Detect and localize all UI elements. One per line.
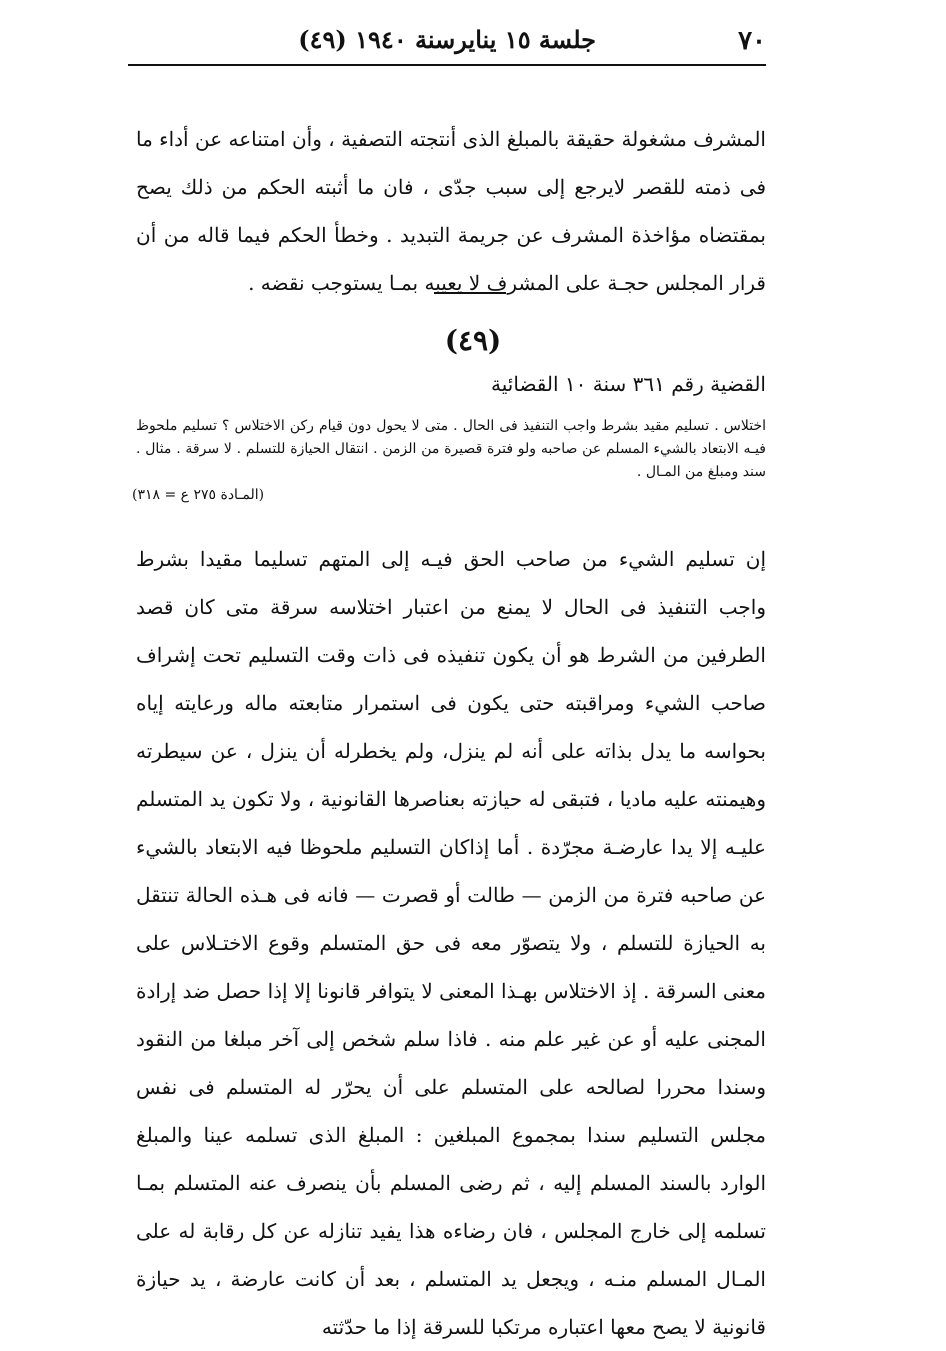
page-number: ٧٠ — [738, 26, 766, 56]
case-number: (٤٩) — [444, 324, 502, 357]
running-head: جلسة ١٥ ينايرسنة ١٩٤٠ (٤٩) — [298, 25, 596, 54]
page-header — [128, 22, 766, 66]
case-citation: (المـادة ٢٧٥ ع = ٣١٨) — [132, 487, 265, 503]
continued-paragraph: المشرف مشغولة حقيقة بالمبلغ الذى أنتجته التصفية ، وأن امتناعه عن أداء ما فى ذمته للقصر لايرجع إلى سبب جدّى ، فان ما أثبته الحكم من ذلك يصح بمقتضاه مؤاخذة المشرف عن جريمة التبديد . وخطأ الحكم فيما قاله من أن قرار المجلس حجـة على المشرف لا يعيبه بمـا يستوجب نقضه . — [136, 127, 766, 295]
case-summary: اختلاس . تسليم مقيد بشرط واجب التنفيذ فى الحال . متى لا يحول دون قيام ركن الاختلاس ؟ تسليم ملحوظ فيـه الابتعاد بالشيء المسلم عن صاحبه ولو فترة قصيرة من الزمن . انتقال الحيازة للتسلم . لا سرقة . مثال . سند ومبلغ من المـال . — [136, 418, 766, 480]
case-reference: القضية رقم ٣٦١ سنة ١٠ القضائية — [491, 372, 766, 396]
section-divider — [434, 292, 506, 294]
main-paragraph: إن تسليم الشيء من صاحب الحق فيـه إلى المتهم تسليما مقيدا بشرط واجب التنفيذ فى الحال لا يمنع من اعتبار اختلاسه سرقة متى كان قصد الطرفين من الشرط هو أن يكون تنفيذه فى ذات وقت التسليم تحت إشراف صاحب الشيء ومراقبته حتى يكون فى استمرار متابعته ماله ورعايته إياه بحواسه ما يدل بذاته على أنه لم ينزل، ولم يخطرله أن ينزل ، عن سيطرته وهيمنته عليه ماديا ، فتبقى له حيازته بعناصرها القانونية ، ولا تكون يد المتسلم عليـه إلا يدا عارضـة مجرّدة . أما إذاكان التسليم ملحوظا فيه الابتعاد بالشيء عن صاحبه فترة من الزمن — طالت أو قصرت — فانه فى هـذه الحالة تنتقل به الحيازة للتسلم ، ولا يتصوّر معه فى حق المتسلم وقوع الاختـلاس على معنى السرقة . إذ الاختلاس بهـذا المعنى لا يتوافر قانونا إلا إذا حصل ضد إرادة المجنى عليه أو عن غير علم منه . فاذا سلم شخص إلى آخر مبلغا من النقود وسندا محررا لصالحه على المتسلم على أن يحرّر له المتسلم فى نفس مجلس التسليم سندا بمجموع المبلغين : المبلغ الذى تسلمه عينا والمبلغ الوارد بالسند المسلم إليه ، ثم رضى المسلم بأن ينصرف عنه المتسلم بمـا تسلمه إلى خارج المجلس ، فان رضاءه هذا يفيد تنازله عن كل رقابة له على المـال المسلم منـه ، ويجعل يد المتسلم ، بعد أن كانت عارضة ، يد حيازة قانونية لا يصح معها اعتباره مرتكبا للسرقة إذا ما حدّثته — [136, 547, 766, 1339]
